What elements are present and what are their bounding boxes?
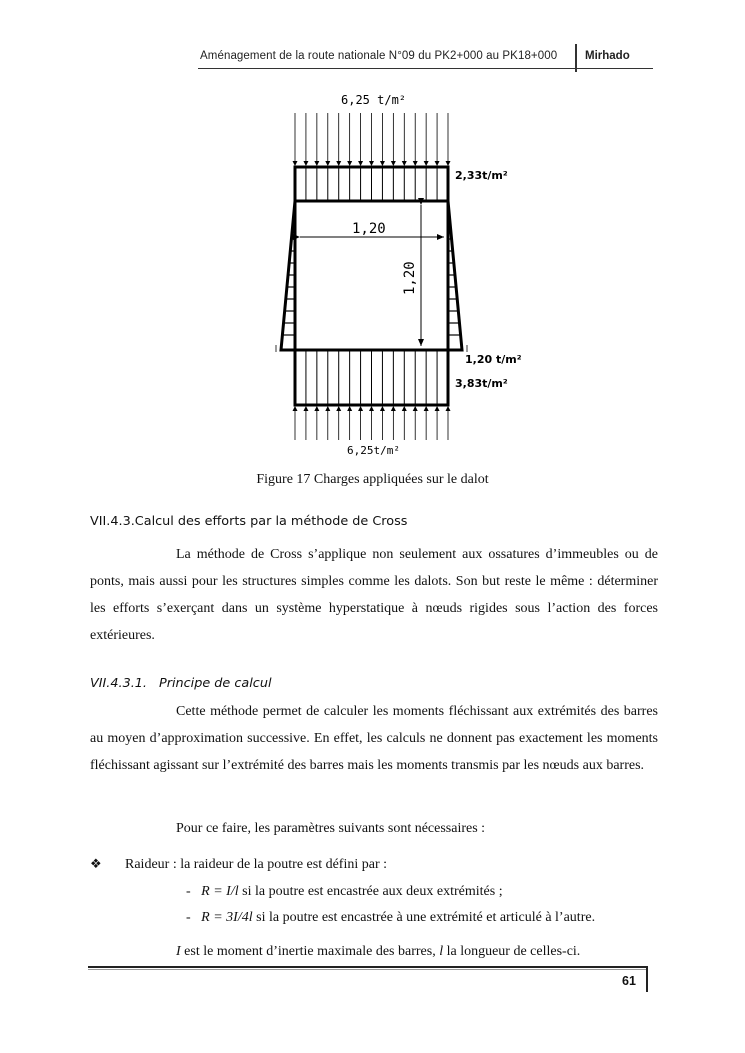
principle-paragraph: Cette méthode permet de calculer les moments fléchissant aux extrémités des barres au moyen d’approximation successive. En effet, les calculs ne donnent pas exactement les moments fléchissant agissant sur l’extrémité des barres mais les moments transmis par les nœuds aux barres. xyxy=(90,704,658,773)
load-arrowhead xyxy=(336,161,341,166)
load-arrowhead xyxy=(347,161,352,166)
formula-item-fixed-text: si la poutre est encastrée aux deux extrémités ; xyxy=(238,884,503,899)
side-bottom-load-label: 1,20 t/m² xyxy=(465,353,522,366)
diamond-bullet-icon: ❖ xyxy=(90,856,102,871)
bottom-load-arrows xyxy=(293,406,451,440)
load-arrowhead xyxy=(336,406,341,411)
load-arrowhead xyxy=(391,161,396,166)
load-arrowhead xyxy=(413,406,418,411)
load-arrowhead xyxy=(369,406,374,411)
load-arrowhead xyxy=(424,161,429,166)
stiffness-bullet: Raideur : la raideur de la poutre est défini par : xyxy=(125,857,388,872)
definition-text-1: est le moment d’inertie maximale des barres, xyxy=(180,944,440,959)
item-dash: - xyxy=(186,910,191,925)
parameters-intro: Pour ce faire, les paramètres suivants sont nécessaires : xyxy=(176,821,486,836)
stiffness-formula-pinned: R = 3I/4l xyxy=(201,910,253,925)
footer-rule-thin xyxy=(88,969,648,970)
load-arrowhead xyxy=(435,406,440,411)
subsection-title: Principe de calcul xyxy=(159,676,272,691)
subsection-heading xyxy=(90,674,272,694)
load-arrowhead xyxy=(303,406,308,411)
load-arrowhead xyxy=(380,406,385,411)
load-arrowhead xyxy=(347,406,352,411)
load-arrowhead xyxy=(314,406,319,411)
top-load-label: 6,25 t/m² xyxy=(341,93,407,107)
running-header-title: Aménagement de la route nationale N°09 du PK2+000 au PK18+000 xyxy=(200,50,558,62)
side-top-load-label: 2,33t/m² xyxy=(455,169,508,182)
load-arrowhead xyxy=(293,161,298,166)
load-arrowhead xyxy=(435,161,440,166)
load-arrowhead xyxy=(446,406,451,411)
load-arrowhead xyxy=(402,406,407,411)
load-arrowhead xyxy=(358,406,363,411)
stiffness-formula-fixed: R = I/l xyxy=(201,884,239,899)
load-arrowhead xyxy=(358,161,363,166)
load-arrowhead xyxy=(293,406,298,411)
bottom-slab-load-label: 3,83t/m² xyxy=(455,377,508,390)
definition-text-2: la longueur de celles-ci. xyxy=(443,944,581,959)
variable-definition xyxy=(176,942,580,962)
load-arrowhead xyxy=(369,161,374,166)
length-symbol: l xyxy=(439,944,444,959)
running-header-brand: Mirhado xyxy=(585,50,630,62)
load-arrowhead xyxy=(413,161,418,166)
item-dash: - xyxy=(186,884,191,899)
section-heading: VII.4.3.Calcul des efforts par la méthode de Cross xyxy=(90,514,408,529)
load-arrowhead xyxy=(303,161,308,166)
bottom-load-label: 6,25t/m² xyxy=(347,444,400,457)
load-arrowhead xyxy=(325,161,330,166)
load-arrowhead xyxy=(325,406,330,411)
top-load-arrows xyxy=(293,113,451,166)
formula-item-pinned xyxy=(186,908,595,928)
subsection-number: VII.4.3.1. xyxy=(90,676,147,691)
load-arrowhead xyxy=(314,161,319,166)
load-arrowhead xyxy=(391,406,396,411)
page-number: 61 xyxy=(622,974,636,988)
load-arrowhead xyxy=(446,161,451,166)
formula-item-fixed xyxy=(186,882,503,902)
inertia-symbol: I xyxy=(176,944,181,959)
height-label: 1,20 xyxy=(402,261,418,295)
load-diagram xyxy=(0,0,745,470)
footer-separator xyxy=(646,966,648,992)
width-label: 1,20 xyxy=(352,221,386,237)
load-arrowhead xyxy=(402,161,407,166)
footer-rule xyxy=(88,966,648,968)
load-arrowhead xyxy=(380,161,385,166)
section-intro-paragraph: La méthode de Cross s’applique non seulement aux ossatures d’immeubles ou de ponts, mais aussi pour les structures simples comme les dalots. Son but reste le même : déterminer les efforts s’exerçant dans un système hyperstatique à nœuds rigides sous l’action des forces extérieures. xyxy=(90,547,658,643)
formula-item-pinned-text: si la poutre est encastrée à une extrémité et articulé à l’autre. xyxy=(252,910,596,925)
figure-caption: Figure 17 Charges appliquées sur le dalot xyxy=(256,472,489,487)
load-arrowhead xyxy=(424,406,429,411)
